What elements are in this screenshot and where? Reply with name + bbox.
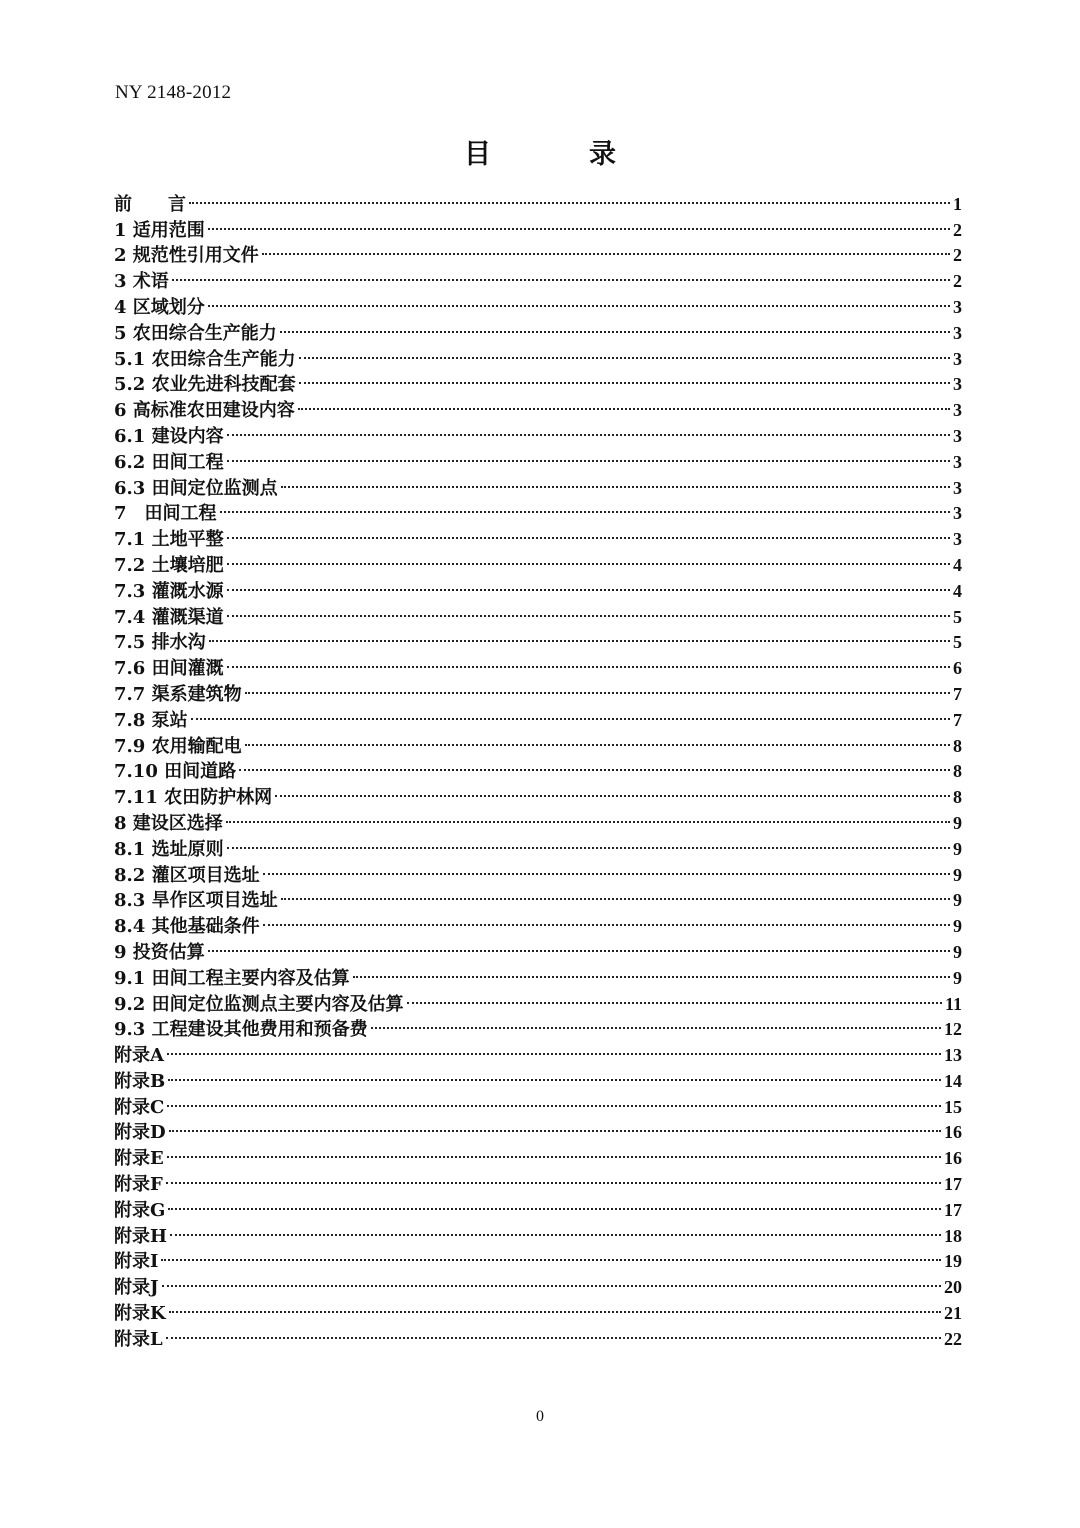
dot-leader xyxy=(207,623,952,649)
dot-leader xyxy=(237,752,952,778)
toc-entry-page: 4 xyxy=(953,580,962,601)
toc-entry-label: 6.1 建设内容 xyxy=(114,425,224,447)
toc-entry-label: 7.10 田间道路 xyxy=(114,761,237,783)
toc-entry[interactable] xyxy=(114,210,962,241)
dot-leader xyxy=(225,829,952,855)
toc-entry-page: 19 xyxy=(944,1251,962,1272)
toc-entry[interactable] xyxy=(114,829,962,860)
toc-entry[interactable] xyxy=(114,1035,962,1067)
dot-leader xyxy=(168,1216,943,1242)
dot-leader xyxy=(297,365,952,391)
dot-leader xyxy=(165,1087,943,1113)
toc-entry-label: 6 高标准农田建设内容 xyxy=(114,400,295,422)
dot-leader xyxy=(243,674,952,700)
toc-entry[interactable] xyxy=(114,545,962,576)
toc-entry-label: 9.2 田间定位监测点主要内容及估算 xyxy=(114,993,404,1015)
dot-leader xyxy=(296,390,952,416)
toc-entry-label: 7.6 田间灌溉 xyxy=(114,658,224,680)
toc-entry[interactable] xyxy=(114,1190,962,1221)
dot-leader xyxy=(278,313,952,339)
toc-entry-label: 5 农田综合生产能力 xyxy=(114,322,277,344)
dot-leader xyxy=(164,1164,943,1190)
toc-entry-page: 9 xyxy=(953,812,962,833)
toc-entry[interactable] xyxy=(114,442,962,473)
toc-entry[interactable] xyxy=(114,648,962,680)
toc-entry-label: 8.4 其他基础条件 xyxy=(114,916,260,938)
toc-entry-page: 3 xyxy=(953,348,962,369)
toc-title-left: 目 xyxy=(464,139,491,170)
toc-entry-label: 附录F xyxy=(114,1174,163,1196)
toc-entry[interactable] xyxy=(114,1216,962,1247)
dot-leader xyxy=(189,700,952,726)
toc-entry-page: 11 xyxy=(944,993,962,1014)
toc-entry-label: 附录I xyxy=(114,1251,159,1273)
toc-entry-page: 9 xyxy=(953,941,962,962)
dot-leader xyxy=(167,1293,943,1319)
dot-leader xyxy=(273,777,952,803)
toc-entry[interactable] xyxy=(114,958,962,989)
toc-entry-page: 21 xyxy=(944,1303,962,1324)
toc-entry[interactable] xyxy=(114,623,962,654)
dot-leader xyxy=(159,1242,943,1268)
toc-entry-label: 6.2 田间工程 xyxy=(114,451,224,473)
toc-entry[interactable] xyxy=(114,1242,962,1273)
toc-entry[interactable] xyxy=(114,1267,962,1299)
toc-entry-label: 附录A xyxy=(114,1045,164,1067)
toc-entry-label: 附录K xyxy=(114,1303,166,1325)
dot-leader xyxy=(279,881,952,907)
toc-entry[interactable] xyxy=(114,1113,962,1144)
dot-leader xyxy=(165,1035,943,1061)
toc-entry-page: 7 xyxy=(953,709,962,730)
dot-leader xyxy=(160,1267,943,1293)
toc-entry[interactable] xyxy=(114,287,962,318)
dot-leader xyxy=(170,261,952,287)
toc-entry-label: 6.3 田间定位监测点 xyxy=(114,477,278,499)
toc-entry[interactable] xyxy=(114,1164,962,1196)
toc-entry-page: 1 xyxy=(953,193,962,214)
toc-entry-label: 附录B xyxy=(114,1070,166,1092)
dot-leader xyxy=(206,287,952,313)
toc-entry-page: 3 xyxy=(953,451,962,472)
toc-entry-page: 8 xyxy=(953,761,962,782)
toc-entry-page: 3 xyxy=(953,503,962,524)
toc-entry-page: 9 xyxy=(953,864,962,885)
toc-entry-label: 1 适用范围 xyxy=(114,219,205,241)
toc-entry-page: 3 xyxy=(953,529,962,550)
dot-leader xyxy=(225,648,952,674)
toc-entry-page: 16 xyxy=(944,1148,962,1169)
toc-entry[interactable] xyxy=(114,519,962,551)
toc-entry-page: 7 xyxy=(953,683,962,704)
toc-entry-page: 3 xyxy=(953,477,962,498)
dot-leader xyxy=(165,1138,943,1164)
toc-entry-label: 9.1 田间工程主要内容及估算 xyxy=(114,967,350,989)
toc-entry-page: 20 xyxy=(944,1277,962,1298)
toc-entry-label: 4 区域划分 xyxy=(114,296,205,318)
toc-entry-page: 2 xyxy=(953,271,962,292)
toc-entry[interactable] xyxy=(114,184,962,215)
toc-entry-label: 7.7 渠系建筑物 xyxy=(114,683,242,705)
toc-entry-label: 8.3 旱作区项目选址 xyxy=(114,890,278,912)
dot-leader xyxy=(260,236,952,262)
dot-leader xyxy=(297,339,952,365)
toc-entry-label: 7.4 灌溉渠道 xyxy=(114,606,224,628)
toc-entry-page: 13 xyxy=(944,1045,962,1066)
dot-leader xyxy=(218,494,952,520)
toc-entry[interactable] xyxy=(114,777,962,809)
toc-entry-label: 7.5 排水沟 xyxy=(114,632,206,654)
toc-entry-label: 7.3 灌溉水源 xyxy=(114,580,224,602)
toc-entry[interactable] xyxy=(114,803,962,834)
dot-leader xyxy=(225,597,952,623)
dot-leader xyxy=(243,726,952,752)
toc-entry-page: 17 xyxy=(944,1174,962,1195)
toc-entry-label: 9.3 工程建设其他费用和预备费 xyxy=(114,1019,368,1041)
toc-entry[interactable] xyxy=(114,1319,962,1350)
toc-entry[interactable] xyxy=(114,468,962,499)
toc-entry-label: 9 投资估算 xyxy=(114,941,205,963)
dot-leader xyxy=(351,958,952,984)
toc-entry-label: 7.2 土壤培肥 xyxy=(114,554,224,576)
toc-entry-label: 8.2 灌区项目选址 xyxy=(114,864,260,886)
table-of-contents xyxy=(114,184,962,1350)
dot-leader xyxy=(206,210,952,236)
toc-entry[interactable] xyxy=(114,855,962,886)
toc-title-right: 录 xyxy=(589,139,616,170)
toc-entry[interactable] xyxy=(114,1138,962,1170)
toc-entry[interactable] xyxy=(114,1061,962,1092)
dot-leader xyxy=(369,1010,943,1036)
toc-entry-page: 9 xyxy=(953,890,962,911)
toc-entry-page: 3 xyxy=(953,322,962,343)
toc-entry-page: 8 xyxy=(953,735,962,756)
toc-entry-label: 附录C xyxy=(114,1096,165,1118)
toc-entry-label: 8.1 选址原则 xyxy=(114,838,224,860)
toc-entry-page: 2 xyxy=(953,245,962,266)
toc-entry[interactable] xyxy=(114,597,962,628)
toc-entry-page: 17 xyxy=(944,1199,962,1220)
dot-leader xyxy=(164,1319,943,1345)
toc-entry-page: 18 xyxy=(944,1225,962,1246)
toc-entry-page: 9 xyxy=(953,967,962,988)
dot-leader xyxy=(225,519,952,545)
toc-entry[interactable] xyxy=(114,494,962,525)
toc-entry[interactable] xyxy=(114,236,962,267)
toc-entry[interactable] xyxy=(114,726,962,757)
toc-entry-page: 9 xyxy=(953,916,962,937)
toc-entry-page: 9 xyxy=(953,838,962,859)
toc-entry-page: 3 xyxy=(953,425,962,446)
dot-leader xyxy=(167,1113,943,1139)
toc-entry[interactable] xyxy=(114,416,962,447)
toc-entry-page: 5 xyxy=(953,606,962,627)
toc-title xyxy=(0,132,1080,171)
toc-entry-label: 附录E xyxy=(114,1148,164,1170)
toc-entry-label: 5.2 农业先进科技配套 xyxy=(114,374,296,396)
toc-entry[interactable] xyxy=(114,313,962,344)
toc-entry-page: 5 xyxy=(953,632,962,653)
toc-entry-label: 7.1 土地平整 xyxy=(114,529,224,551)
dot-leader xyxy=(225,416,952,442)
toc-entry-label: 7.11 农田防护林网 xyxy=(114,787,273,809)
toc-entry-page: 3 xyxy=(953,400,962,421)
toc-entry-label: 附录H xyxy=(114,1225,168,1247)
toc-entry[interactable] xyxy=(114,674,962,705)
standard-code: NY 2148-2012 xyxy=(115,82,232,103)
dot-leader xyxy=(166,1190,943,1216)
toc-entry[interactable] xyxy=(114,700,962,731)
toc-entry-label: 7.9 农用输配电 xyxy=(114,735,242,757)
dot-leader xyxy=(261,906,952,932)
toc-entry-page: 12 xyxy=(944,1019,962,1040)
dot-leader xyxy=(187,184,952,210)
toc-entry-page: 2 xyxy=(953,219,962,240)
toc-entry-label: 附录L xyxy=(114,1328,163,1350)
toc-entry-page: 3 xyxy=(953,296,962,317)
toc-entry-label: 3 术语 xyxy=(114,271,169,293)
toc-entry-label: 7 田间工程 xyxy=(114,503,217,525)
toc-entry-page: 22 xyxy=(944,1328,962,1349)
toc-entry-page: 3 xyxy=(953,374,962,395)
toc-entry-page: 6 xyxy=(953,658,962,679)
dot-leader xyxy=(224,803,952,829)
toc-entry-page: 8 xyxy=(953,787,962,808)
toc-entry-label: 前 言 xyxy=(114,193,186,215)
dot-leader xyxy=(206,932,952,958)
toc-entry[interactable] xyxy=(114,571,962,602)
toc-entry-page: 14 xyxy=(944,1070,962,1091)
dot-leader xyxy=(225,545,952,571)
toc-entry-label: 附录D xyxy=(114,1122,166,1144)
page-number: 0 xyxy=(536,1408,544,1425)
toc-entry[interactable] xyxy=(114,1293,962,1325)
dot-leader xyxy=(261,855,952,881)
toc-entry-label: 8 建设区选择 xyxy=(114,812,223,834)
dot-leader xyxy=(225,442,952,468)
toc-entry-label: 2 规范性引用文件 xyxy=(114,245,259,267)
toc-entry-page: 4 xyxy=(953,554,962,575)
toc-entry-label: 5.1 农田综合生产能力 xyxy=(114,348,296,370)
dot-leader xyxy=(166,1061,943,1087)
toc-entry[interactable] xyxy=(114,261,962,293)
toc-entry-label: 附录G xyxy=(114,1199,166,1221)
toc-entry[interactable] xyxy=(114,1087,962,1118)
dot-leader xyxy=(279,468,952,494)
dot-leader xyxy=(405,984,944,1010)
toc-entry-page: 15 xyxy=(944,1096,962,1117)
toc-entry-page: 16 xyxy=(944,1122,962,1143)
toc-entry-label: 附录J xyxy=(114,1277,159,1299)
dot-leader xyxy=(225,571,952,597)
toc-entry-label: 7.8 泵站 xyxy=(114,709,188,731)
toc-entry[interactable] xyxy=(114,752,962,783)
toc-entry[interactable] xyxy=(114,932,962,963)
